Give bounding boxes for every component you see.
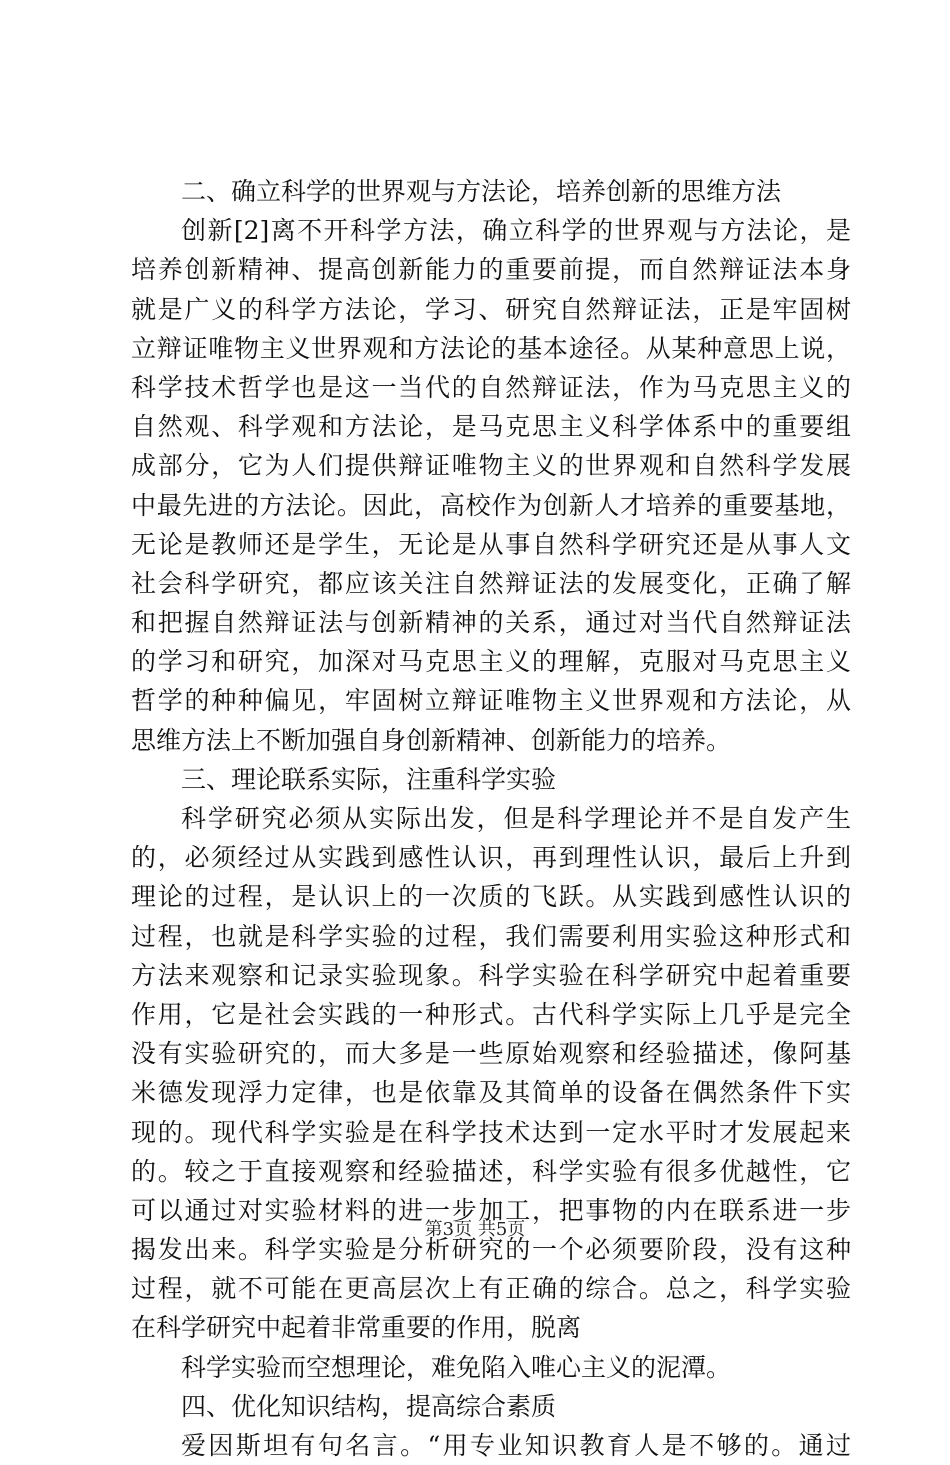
text-line: 在科学研究中起着非常重要的作用，脱离 <box>131 1313 582 1343</box>
text-line: 和把握自然辩证法与创新精神的关系，通过对当代自然辩证法 <box>131 608 851 638</box>
text-line: 揭发出来。科学实验是分析研究的一个必须要阶段，没有这种 <box>131 1235 851 1265</box>
text-line: 过程，就不可能在更高层次上有正确的综合。总之，科学实验 <box>131 1274 851 1304</box>
text-line: 现的。现代科学实验是在科学技术达到一定水平时才发展起来 <box>131 1117 851 1147</box>
text-line: 创新[2]离不开科学方法，确立科学的世界观与方法论，是 <box>181 216 851 246</box>
text-line: 培养创新精神、提高创新能力的重要前提，而自然辩证法本身 <box>131 255 851 285</box>
text-line: 无论是教师还是学生，无论是从事自然科学研究还是从事人文 <box>131 529 851 559</box>
text-line: 科学研究必须从实际出发，但是科学理论并不是自发产生 <box>181 804 851 833</box>
text-line: 可以通过对实验材料的进一步加工，把事物的内在联系进一步 <box>131 1195 851 1225</box>
text-line: 思维方法上不断加强自身创新精神、创新能力的培养。 <box>131 725 732 755</box>
text-line: 的学习和研究，加深对马克思主义的理解，克服对马克思主义 <box>131 647 851 677</box>
text-line: 四、优化知识结构，提高综合素质 <box>181 1391 557 1421</box>
text-line: 的，必须经过从实践到感性认识，再到理性认识，最后上升到 <box>131 843 851 873</box>
text-line: 自然观、科学观和方法论，是马克思主义科学体系中的重要组 <box>131 412 851 442</box>
text-line: 作用，它是社会实践的一种形式。古代科学实际上几乎是完全 <box>131 999 851 1029</box>
text-line: 中最先进的方法论。因此，高校作为创新人才培养的重要基地， <box>131 490 851 520</box>
text-line: 社会科学研究，都应该关注自然辩证法的发展变化，正确了解 <box>131 568 851 598</box>
text-line: 立辩证唯物主义世界观和方法论的基本途径。从某种意思上说， <box>131 333 851 363</box>
text-line: 科学技术哲学也是这一当代的自然辩证法，作为马克思主义的 <box>131 372 851 402</box>
text-line: 方法来观察和记录实验现象。科学实验在科学研究中起着重要 <box>131 960 851 990</box>
text-line: 没有实验研究的，而大多是一些原始观察和经验描述，像阿基 <box>131 1039 851 1069</box>
text-line: 哲学的种种偏见，牢固树立辩证唯物主义世界观和方法论，从 <box>131 686 851 716</box>
text-line: 爱因斯坦有句名言。“用专业知识教育人是不够的。通过 <box>181 1431 851 1460</box>
text-line: 科学实验而空想理论，难免陷入唯心主义的泥潭。 <box>181 1352 732 1382</box>
text-line: 三、理论联系实际，注重科学实验 <box>181 764 557 794</box>
text-line: 过程，也就是科学实验的过程，我们需要利用实验这种形式和 <box>131 921 851 951</box>
text-line: 理论的过程，是认识上的一次质的飞跃。从实践到感性认识的 <box>131 882 851 912</box>
document-body <box>131 172 851 1465</box>
text-line: 就是广义的科学方法论，学习、研究自然辩证法，正是牢固树 <box>131 294 851 324</box>
text-line: 米德发现浮力定律，也是依靠及其简单的设备在偶然条件下实 <box>131 1078 851 1108</box>
text-line: 的。较之于直接观察和经验描述，科学实验有很多优越性，它 <box>131 1156 851 1186</box>
text-line: 成部分，它为人们提供辩证唯物主义的世界观和自然科学发展 <box>131 451 851 481</box>
text-line: 二、确立科学的世界观与方法论，培养创新的思维方法 <box>181 177 782 206</box>
page-footer: 第3页 共5页 <box>424 1219 526 1240</box>
